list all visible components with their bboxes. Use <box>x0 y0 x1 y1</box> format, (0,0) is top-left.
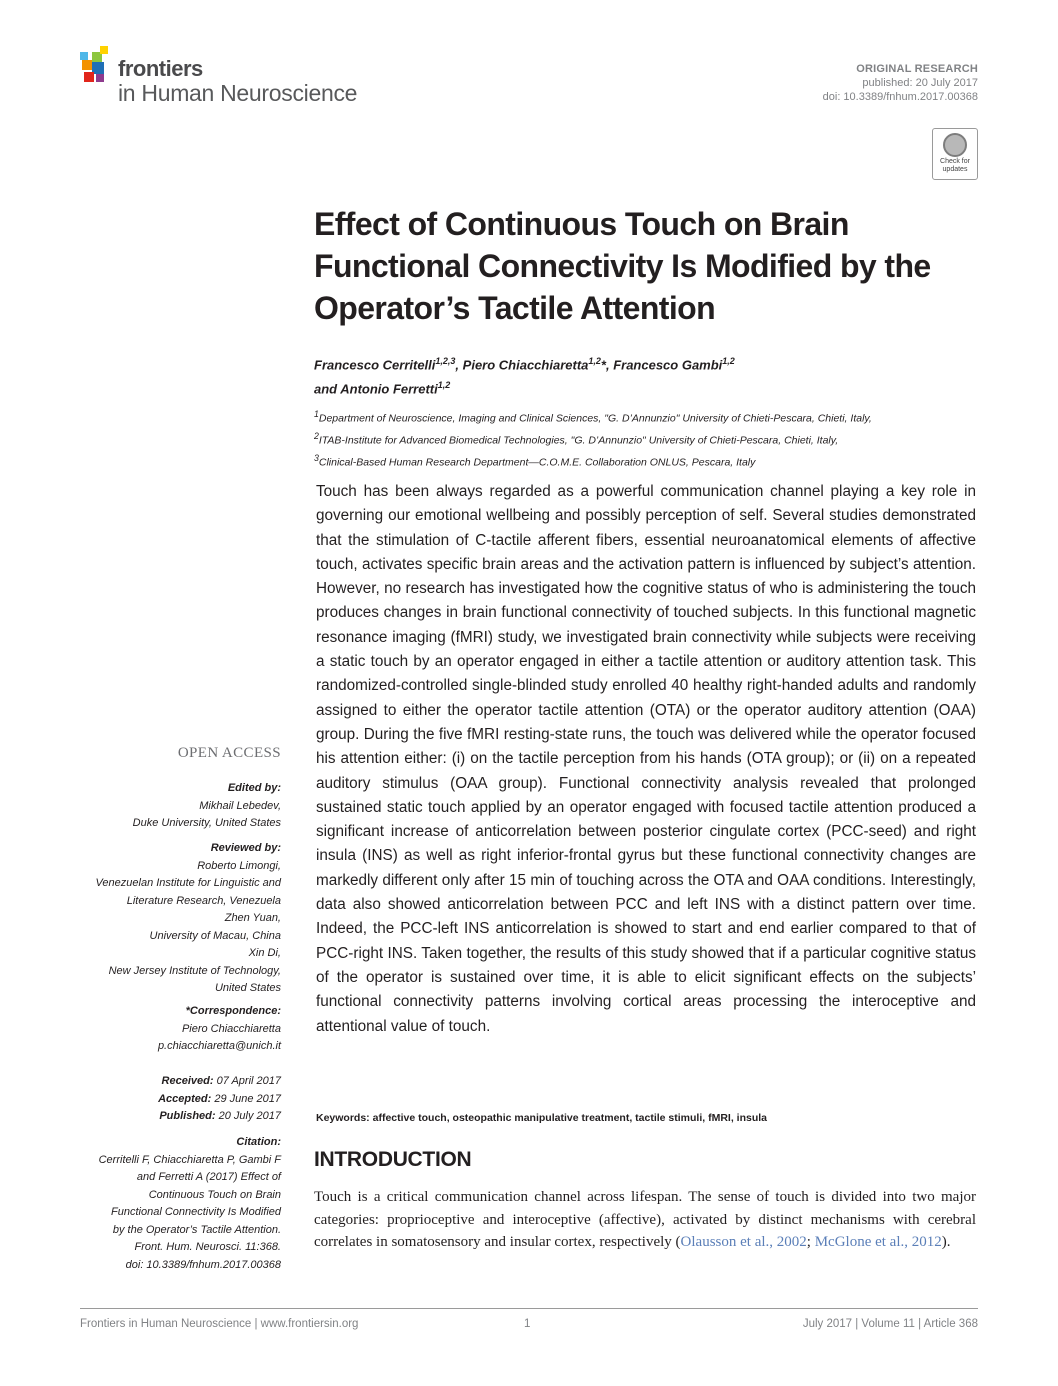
frontiers-logo-icon <box>80 46 116 86</box>
author-sep: *, <box>600 357 614 373</box>
reviewer-line: Xin Di, <box>248 947 281 959</box>
footer-issue-info: July 2017 | Volume 11 | Article 368 <box>802 1318 978 1330</box>
footer-journal-link[interactable]: Frontiers in Human Neuroscience | www.frontiersin.org <box>80 1318 359 1330</box>
article-meta <box>823 62 978 104</box>
reviewed-by-label: Reviewed by: <box>210 842 281 854</box>
author-name[interactable]: Francesco Cerritelli <box>314 357 436 373</box>
citation-block <box>99 1134 281 1274</box>
citation-line: Cerritelli F, Chiacchiaretta P, Gambi F <box>98 1153 281 1166</box>
published-date: published: 20 July 2017 <box>862 77 978 89</box>
check-for-updates-button[interactable] <box>932 128 978 180</box>
intro-text: Touch is a critical communication channel across lifespan. The sense of touch is divided into two major categories: proprioceptive and interoceptive (affective), activated by distinct mechanisms with cerebral correlates in somatosensory and insular cortex, respectively ( <box>314 1189 976 1250</box>
abstract: Touch has been always regarded as a powerful communication channel playing a key role in governing our emotional wellbeing and possibly perception of self. Several studies demonstrated that the stimulation of C-tactile afferent fibers, essential neuroanatomical elements of affective touch, activates specific brain areas and the activation pattern is influenced by subject’s attention. However, no research has investigated how the cognitive status of who is administering the touch produces changes in brain functional connectivity of touched subjects. In this functional magnetic resonance imaging (fMRI) study, we investigated brain connectivity while subjects were receiving a static touch by an operator engaged in either a tactile attention or auditory attention task. This randomized-controlled single-blinded study enrolled 40 healthy right-handed adults and randomly assigned to either the operator tactile attention (OTA) or the operator auditory attention (OAA) group. During the five fMRI resting-state runs, the touch was delivered while the operator focused his attention either: (i) on the tactile perception from his hands (OTA group); or (ii) on a repeated auditory stimulus (OAA group). Functional connectivity analysis revealed that prolonged sustained static touch applied by an operator engaged with focused tactile attention produced a significant increase of anticorrelation between posterior cingulate cortex (PCC-seed) and right insula (INS) as well as right inferior-frontal gyrus but these functional connectivity changes are markedly different only after 15 min of touching across the OTA and OAA conditions. Interestingly, data also showed anticorrelation between PCC and left INS with a distinct pattern over time. Indeed, the PCC-left INS anticorrelation is showed to start and end earlier compared to that of PCC-right INS. Taken together, the results of this study showed that if a particular cognitive status of the operator is sustained over time, it is able to elicit significant effects on the subjects’ functional connectivity patterns involving cortical areas processing the interoceptive and attentional value of touch. <box>316 483 976 1035</box>
author-affil-sup: 1,2 <box>722 356 735 366</box>
affiliation-sup: 3 <box>314 453 319 463</box>
citation-line: Continuous Touch on Brain <box>148 1188 281 1201</box>
citation-line: Functional Connectivity Is Modified <box>111 1206 281 1218</box>
affiliation <box>314 406 974 428</box>
received-label: Received: <box>161 1075 214 1087</box>
citation-label: Citation: <box>236 1136 281 1148</box>
footer-divider <box>80 1308 978 1309</box>
accepted-value: 29 June 2017 <box>214 1092 281 1105</box>
introduction-paragraph <box>314 1186 976 1254</box>
citation-line: Front. Hum. Neurosci. 11:368. <box>134 1241 281 1253</box>
page-number: 1 <box>524 1318 531 1330</box>
author-name[interactable]: Francesco Gambi <box>613 357 723 373</box>
citation-line: by the Operator’s Tactile Attention. <box>112 1223 281 1236</box>
doi: doi: 10.3389/fnhum.2017.00368 <box>822 91 978 103</box>
accepted-date <box>158 1091 281 1109</box>
citation-line: doi: 10.3389/fnhum.2017.00368 <box>125 1258 281 1271</box>
bookmark-icon <box>943 133 967 157</box>
author-affil-sup: 1,2,3 <box>435 356 456 366</box>
reviewer-line: University of Macau, China <box>149 929 281 942</box>
correspondence-label: *Correspondence: <box>185 1005 281 1017</box>
affiliation-text: Clinical-Based Human Research Department—C.O.M.E. Collaboration ONLUS, Pescara, Italy <box>318 456 756 469</box>
author-name[interactable]: and Antonio Ferretti <box>314 381 438 397</box>
citation-link[interactable]: Olausson et al., 2002 <box>680 1234 807 1250</box>
affiliation-text: ITAB-Institute for Advanced Biomedical Technologies, "G. D’Annunzio" University of Chieti-Pescara, Chieti, Italy, <box>318 434 839 447</box>
brand-name: frontiers <box>118 56 203 81</box>
affiliation-sup: 2 <box>314 431 319 441</box>
editor-affiliation: Duke University, United States <box>132 817 281 829</box>
intro-text: ). <box>941 1234 951 1250</box>
keywords-label: Keywords: <box>316 1112 370 1124</box>
editor-name: Mikhail Lebedev, <box>199 799 281 812</box>
reviewer-line: Venezuelan Institute for Linguistic and <box>95 877 281 889</box>
published-label: Published: <box>159 1110 216 1122</box>
correspondence-name: Piero Chiacchiaretta <box>181 1022 281 1035</box>
article-type: ORIGINAL RESEARCH <box>856 63 978 75</box>
reviewers-block <box>96 840 282 998</box>
dates-block <box>158 1073 281 1126</box>
author-affil-sup: 1,2 <box>437 380 451 391</box>
author-sep: , <box>455 357 463 373</box>
keywords-text: affective touch, osteopathic manipulative treatment, tactile stimuli, fMRI, insula <box>372 1112 768 1124</box>
keywords <box>316 1112 976 1124</box>
reviewer-line: Zhen Yuan, <box>224 912 281 924</box>
citation-link[interactable]: McGlone et al., 2012 <box>814 1234 942 1250</box>
open-access-label: OPEN ACCESS <box>177 745 281 761</box>
check-updates-line2: updates <box>942 166 968 173</box>
reviewer-line: New Jersey Institute of Technology, <box>108 964 281 977</box>
correspondence-block <box>158 1003 281 1056</box>
author-affil-sup: 1,2 <box>588 356 601 366</box>
published-value: 20 July 2017 <box>218 1110 281 1122</box>
affiliation-sup: 1 <box>314 409 319 419</box>
affiliation-text: Department of Neuroscience, Imaging and Clinical Sciences, "G. D’Annunzio" University of Chieti-Pescara, Chieti, Italy, <box>318 412 872 425</box>
journal-name: in Human Neuroscience <box>118 80 358 106</box>
affiliation <box>314 450 974 472</box>
published-date-side <box>158 1108 281 1126</box>
introduction-heading: INTRODUCTION <box>314 1148 472 1171</box>
author-name[interactable]: Piero Chiacchiaretta <box>462 357 589 373</box>
accepted-label: Accepted: <box>158 1092 212 1105</box>
reviewer-line: United States <box>214 982 281 994</box>
reviewer-line: Literature Research, Venezuela <box>126 894 281 907</box>
editor-block <box>133 780 281 833</box>
reviewer-line: Roberto Limongi, <box>197 859 281 872</box>
author-list <box>314 351 974 400</box>
intro-text: ; <box>806 1234 815 1250</box>
correspondence-email[interactable]: p.chiacchiaretta@unich.it <box>157 1040 281 1052</box>
article-title: Effect of Continuous Touch on Brain Functional Connectivity Is Modified by the Operator’s Tactile Attention <box>314 206 931 326</box>
citation-line: and Ferretti A (2017) Effect of <box>136 1171 281 1183</box>
check-updates-line1: Check for <box>940 158 970 165</box>
edited-by-label: Edited by: <box>227 782 281 794</box>
affiliation <box>314 428 974 450</box>
affiliations <box>314 406 974 472</box>
received-value: 07 April 2017 <box>216 1075 281 1087</box>
received-date <box>158 1073 281 1091</box>
